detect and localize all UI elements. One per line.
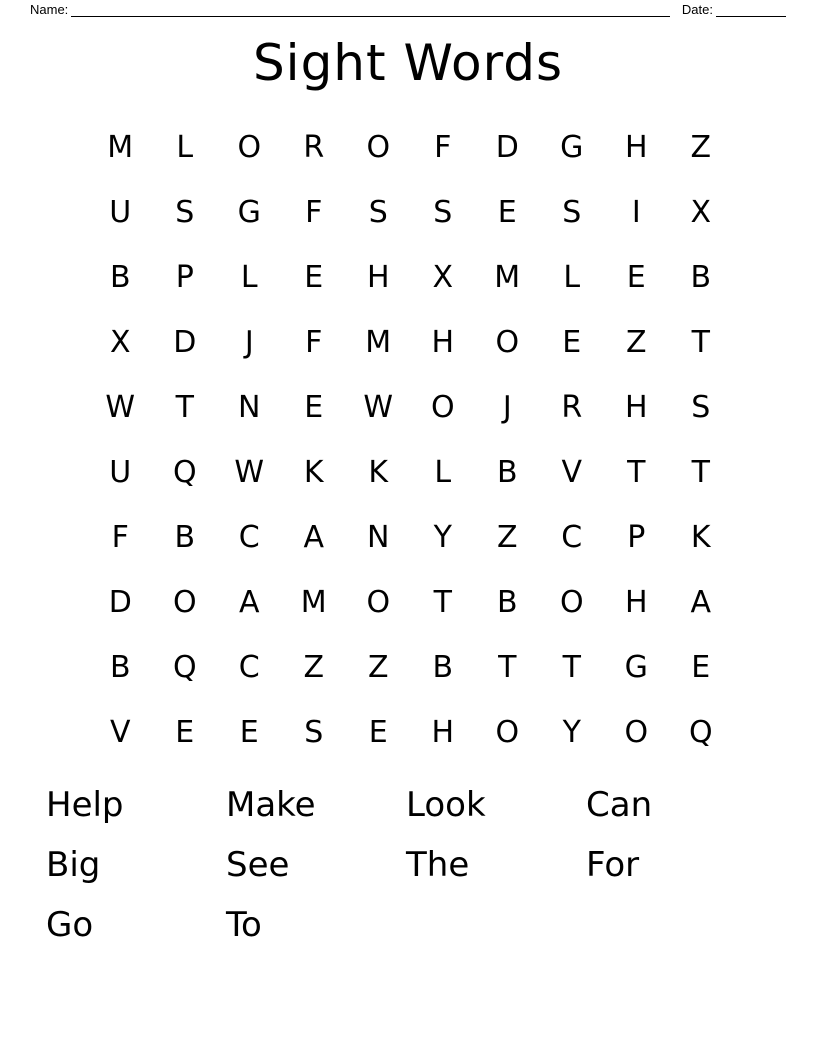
grid-cell[interactable]: Z xyxy=(496,519,518,555)
grid-cell[interactable]: P xyxy=(175,259,194,295)
grid-cell[interactable]: O xyxy=(624,714,649,750)
grid-cell[interactable]: M xyxy=(365,324,392,360)
grid-cell[interactable]: W xyxy=(363,389,394,425)
word-list-column xyxy=(226,775,406,955)
grid-cell[interactable]: H xyxy=(431,324,455,360)
grid-cell[interactable]: Q xyxy=(172,649,197,685)
grid-cell[interactable]: O xyxy=(172,584,197,620)
grid-cell[interactable]: B xyxy=(109,649,131,685)
grid-cell[interactable]: Y xyxy=(433,519,452,555)
grid-cell[interactable]: G xyxy=(560,129,584,165)
grid-cell[interactable]: T xyxy=(498,649,517,685)
word-list-item[interactable]: Big xyxy=(46,845,101,885)
grid-cell[interactable]: A xyxy=(303,519,325,555)
grid-cell[interactable]: X xyxy=(109,324,131,360)
word-list-item[interactable]: The xyxy=(406,845,470,885)
grid-cell[interactable]: B xyxy=(496,454,518,490)
grid-row xyxy=(88,115,733,180)
word-list-item[interactable]: To xyxy=(226,905,262,945)
grid-cell[interactable]: W xyxy=(234,454,265,490)
grid-cell[interactable]: F xyxy=(111,519,129,555)
grid-row xyxy=(88,505,733,570)
grid-row xyxy=(88,180,733,245)
grid-cell[interactable]: O xyxy=(559,584,584,620)
grid-cell[interactable]: O xyxy=(495,324,520,360)
grid-cell[interactable]: I xyxy=(631,194,641,230)
grid-cell[interactable]: Z xyxy=(367,649,389,685)
word-list-item[interactable]: Make xyxy=(226,785,316,825)
grid-cell[interactable]: R xyxy=(303,129,325,165)
grid-cell[interactable]: H xyxy=(624,129,648,165)
word-list-item[interactable]: Look xyxy=(406,785,486,825)
grid-cell[interactable]: U xyxy=(109,194,132,230)
grid-row xyxy=(88,440,733,505)
grid-cell[interactable]: K xyxy=(690,519,711,555)
grid-cell[interactable]: V xyxy=(561,454,583,490)
grid-cell[interactable]: S xyxy=(304,714,324,750)
grid-cell[interactable]: S xyxy=(175,194,195,230)
grid-cell[interactable]: C xyxy=(238,519,260,555)
grid-cell[interactable]: O xyxy=(495,714,520,750)
word-list-item[interactable]: See xyxy=(226,845,290,885)
grid-cell[interactable]: C xyxy=(561,519,583,555)
grid-cell[interactable]: K xyxy=(368,454,389,490)
grid-cell[interactable]: O xyxy=(366,129,391,165)
grid-cell[interactable]: K xyxy=(303,454,324,490)
grid-cell[interactable]: W xyxy=(105,389,136,425)
grid-cell[interactable]: F xyxy=(305,324,323,360)
grid-cell[interactable]: L xyxy=(434,454,452,490)
grid-cell[interactable]: S xyxy=(691,389,711,425)
grid-cell[interactable]: L xyxy=(240,259,258,295)
grid-cell[interactable]: Q xyxy=(688,714,713,750)
grid-cell[interactable]: B xyxy=(109,259,131,295)
grid-cell[interactable]: N xyxy=(367,519,390,555)
grid-cell[interactable]: Z xyxy=(303,649,325,685)
grid-cell[interactable]: D xyxy=(108,584,132,620)
grid-cell[interactable]: T xyxy=(691,324,710,360)
grid-cell[interactable]: B xyxy=(690,259,712,295)
grid-row xyxy=(88,310,733,375)
grid-cell[interactable]: G xyxy=(624,649,648,685)
grid-row xyxy=(88,700,733,765)
grid-cell[interactable]: D xyxy=(495,129,519,165)
name-input-line[interactable] xyxy=(71,2,670,17)
word-list-column xyxy=(406,775,586,955)
grid-cell[interactable]: H xyxy=(624,584,648,620)
grid-cell[interactable]: S xyxy=(433,194,453,230)
grid-cell[interactable]: E xyxy=(239,714,259,750)
grid-cell[interactable]: Q xyxy=(172,454,197,490)
grid-cell[interactable]: J xyxy=(502,389,512,425)
grid-row xyxy=(88,375,733,440)
grid-cell[interactable]: T xyxy=(627,454,646,490)
grid-cell[interactable]: F xyxy=(305,194,323,230)
date-label: Date: xyxy=(681,2,713,17)
grid-cell[interactable]: H xyxy=(624,389,648,425)
word-list-column xyxy=(586,775,766,955)
grid-cell[interactable]: E xyxy=(626,259,646,295)
grid-cell[interactable]: E xyxy=(497,194,517,230)
grid-cell[interactable]: Z xyxy=(690,129,712,165)
grid-cell[interactable]: O xyxy=(430,389,455,425)
name-label: Name: xyxy=(30,2,69,17)
date-input-line[interactable] xyxy=(716,2,786,17)
word-list xyxy=(46,775,766,955)
grid-cell[interactable]: O xyxy=(366,584,391,620)
word-list-item[interactable]: Go xyxy=(46,905,94,945)
grid-cell[interactable]: E xyxy=(304,259,324,295)
grid-cell[interactable]: T xyxy=(175,389,194,425)
grid-cell[interactable]: V xyxy=(109,714,131,750)
grid-cell[interactable]: T xyxy=(691,454,710,490)
grid-cell[interactable]: E xyxy=(175,714,195,750)
grid-cell[interactable]: H xyxy=(431,714,455,750)
word-list-item[interactable]: For xyxy=(586,845,640,885)
grid-cell[interactable]: R xyxy=(561,389,583,425)
grid-cell[interactable]: M xyxy=(107,129,134,165)
grid-cell[interactable]: S xyxy=(562,194,582,230)
word-search-grid[interactable] xyxy=(88,115,733,765)
grid-cell[interactable]: G xyxy=(237,194,261,230)
grid-cell[interactable]: B xyxy=(432,649,454,685)
grid-cell[interactable]: S xyxy=(368,194,388,230)
page-title: Sight Words xyxy=(252,34,564,92)
grid-row xyxy=(88,570,733,635)
word-list-column xyxy=(46,775,226,955)
grid-row xyxy=(88,245,733,310)
grid-cell[interactable]: U xyxy=(109,454,132,490)
grid-cell[interactable]: A xyxy=(690,584,712,620)
grid-cell[interactable]: X xyxy=(690,194,712,230)
grid-cell[interactable]: E xyxy=(562,324,582,360)
grid-cell[interactable]: A xyxy=(238,584,260,620)
grid-cell[interactable]: O xyxy=(237,129,262,165)
grid-cell[interactable]: F xyxy=(434,129,452,165)
grid-cell[interactable]: E xyxy=(691,649,711,685)
grid-cell[interactable]: Y xyxy=(562,714,581,750)
grid-cell[interactable]: E xyxy=(368,714,388,750)
grid-cell[interactable]: T xyxy=(562,649,581,685)
grid-cell[interactable]: E xyxy=(304,389,324,425)
grid-cell[interactable]: N xyxy=(238,389,261,425)
grid-cell[interactable]: C xyxy=(238,649,260,685)
grid-cell[interactable]: L xyxy=(176,129,194,165)
grid-cell[interactable]: B xyxy=(496,584,518,620)
grid-cell[interactable]: M xyxy=(494,259,521,295)
grid-cell[interactable]: T xyxy=(433,584,452,620)
grid-row xyxy=(88,635,733,700)
grid-cell[interactable]: D xyxy=(173,324,197,360)
word-list-item[interactable]: Can xyxy=(586,785,653,825)
grid-cell[interactable]: P xyxy=(627,519,646,555)
grid-cell[interactable]: X xyxy=(432,259,454,295)
grid-cell[interactable]: Z xyxy=(625,324,647,360)
header xyxy=(0,0,816,26)
grid-cell[interactable]: B xyxy=(174,519,196,555)
grid-cell[interactable]: L xyxy=(563,259,581,295)
grid-cell[interactable]: H xyxy=(366,259,390,295)
grid-cell[interactable]: J xyxy=(244,324,254,360)
word-list-item[interactable]: Help xyxy=(46,785,124,825)
grid-cell[interactable]: M xyxy=(300,584,327,620)
